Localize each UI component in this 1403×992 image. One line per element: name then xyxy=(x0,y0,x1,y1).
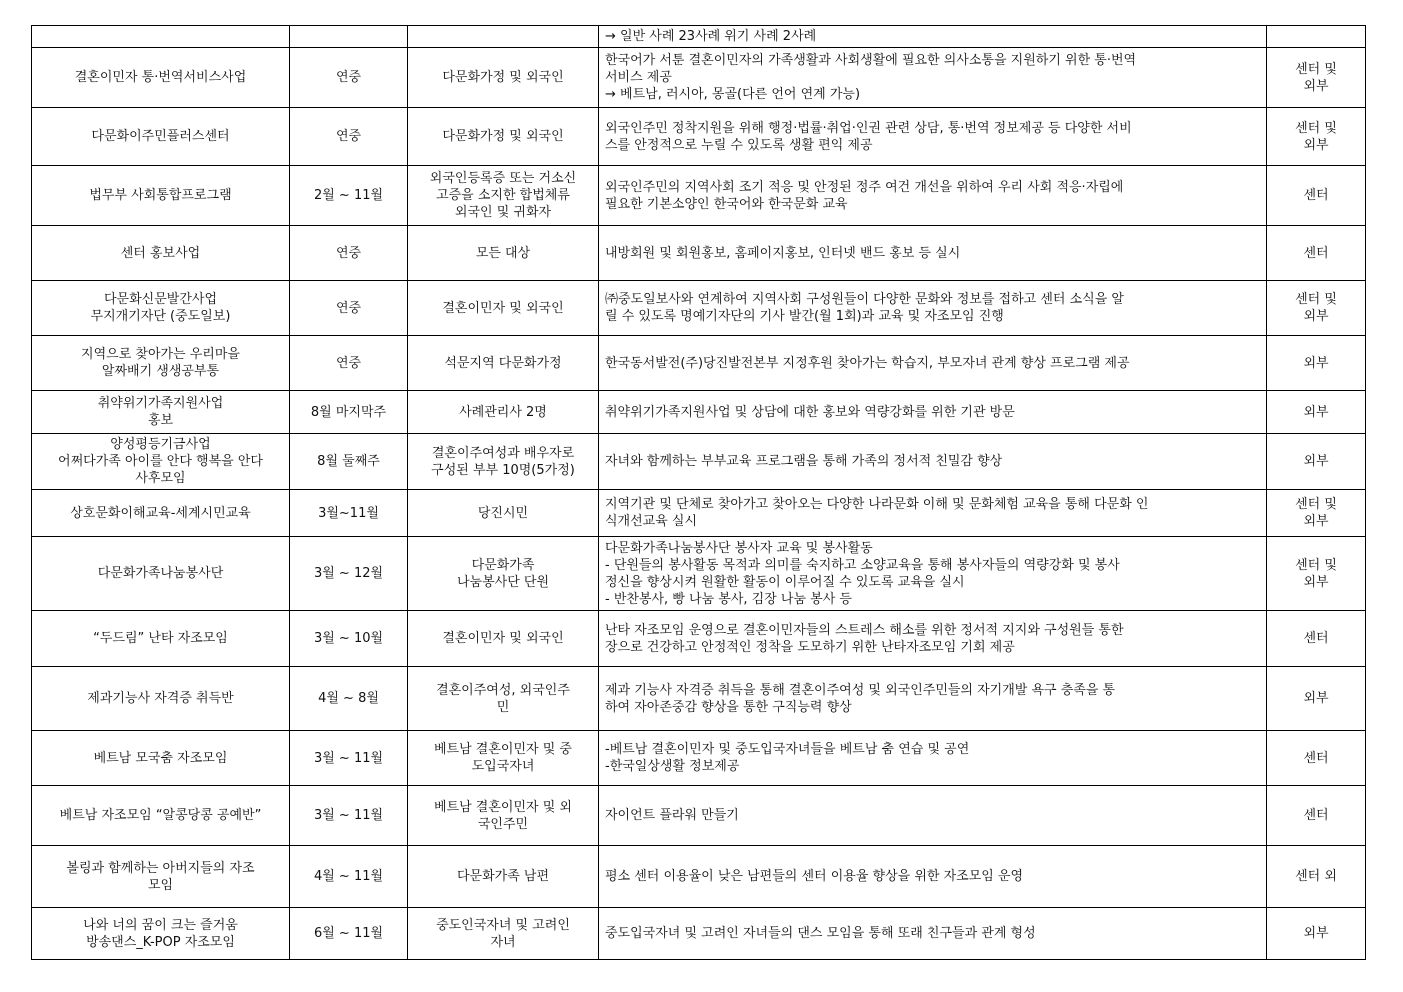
target-line: 결혼이주여성과 배우자로 xyxy=(431,445,575,461)
program-name-line: 다문화이주민플러스센터 xyxy=(91,129,230,144)
program-name-line: 베트남 모국춤 자조모임 xyxy=(93,750,228,766)
place-cell xyxy=(1267,166,1366,226)
target-cell xyxy=(408,846,599,908)
content-line: 자녀와 함께하는 부부교육 프로그램을 통해 가족의 정서적 친밀감 향상 xyxy=(605,454,1003,469)
content-line: 한국어가 서툰 결혼이민자의 가족생활과 사회생활에 필요한 의사소통을 지원하기 위한 통·번역 xyxy=(605,53,1137,68)
program-name-line: 어쩌다가족 아이를 안다 행복을 안다 xyxy=(58,454,263,469)
table-row xyxy=(32,537,1366,611)
content-line: 서비스 제공 xyxy=(605,70,672,85)
place-line: 외부 xyxy=(1303,404,1329,420)
period-line: 2월 ~ 11월 xyxy=(313,188,384,203)
program-name-line: 결혼이민자 통·번역서비스사업 xyxy=(74,70,247,85)
place-cell xyxy=(1267,786,1366,846)
period-cell xyxy=(290,391,408,434)
target-line: 사례관리사 2명 xyxy=(459,404,547,420)
place-line: 외부 xyxy=(1303,574,1329,590)
program-name-cell xyxy=(32,611,290,667)
table-row xyxy=(32,908,1366,960)
place-cell xyxy=(1267,490,1366,537)
period-line: 3월 ~ 11월 xyxy=(313,808,384,823)
program-name-cell xyxy=(32,667,290,731)
program-name-line: 상호문화이해교육-세계시민교육 xyxy=(70,505,251,521)
content-cell xyxy=(599,281,1267,336)
program-name-cell xyxy=(32,108,290,166)
program-name-line: 양성평등기금사업 xyxy=(110,437,211,452)
program-name-cell xyxy=(32,731,290,786)
period-line: 3월~11월 xyxy=(318,505,379,521)
period-line: 연중 xyxy=(335,129,362,144)
period-cell xyxy=(290,166,408,226)
place-line: 외부 xyxy=(1303,691,1329,706)
period-cell xyxy=(290,786,408,846)
period-line: 연중 xyxy=(335,245,362,261)
period-line: 3월 ~ 12월 xyxy=(313,566,384,581)
place-cell xyxy=(1267,336,1366,391)
program-name-line: 알짜배기 생생공부통 xyxy=(101,364,220,379)
content-line: 정신을 향상시켜 원활한 활동이 이루어질 수 있도록 교육을 실시 xyxy=(605,574,965,590)
program-name-cell xyxy=(32,537,290,611)
content-cell xyxy=(599,490,1267,537)
period-line: 8월 마지막주 xyxy=(310,404,387,420)
place-line: 센터 및 xyxy=(1295,557,1337,573)
target-cell xyxy=(408,166,599,226)
target-cell xyxy=(408,611,599,667)
period-line: 3월 ~ 10월 xyxy=(313,631,384,646)
period-line: 연중 xyxy=(335,300,362,316)
program-name-line: 센터 홍보사업 xyxy=(120,245,201,261)
target-cell xyxy=(408,786,599,846)
period-cell xyxy=(290,537,408,611)
target-line: 나눔봉사단 단원 xyxy=(456,574,550,590)
place-cell xyxy=(1267,667,1366,731)
program-name-line: 볼링과 함께하는 아버지들의 자조 xyxy=(66,860,255,876)
place-line: 외부 xyxy=(1303,137,1329,153)
place-line: 센터 및 xyxy=(1295,292,1337,307)
content-line: 평소 센터 이용율이 낮은 남편들의 센터 이용율 향상을 위한 자조모임 운영 xyxy=(605,869,1024,884)
period-cell xyxy=(290,434,408,490)
period-cell xyxy=(290,26,408,48)
target-cell xyxy=(408,226,599,281)
place-cell xyxy=(1267,731,1366,786)
target-cell xyxy=(408,537,599,611)
content-line: 릴 수 있도록 명예기자단의 기사 발간(월 1회)과 교육 및 자조모임 진행 xyxy=(605,309,1004,324)
place-cell xyxy=(1267,846,1366,908)
target-line: 외국인등록증 또는 거소신 xyxy=(429,171,577,186)
target-line: 다문화가족 xyxy=(471,557,535,573)
period-cell xyxy=(290,281,408,336)
content-cell xyxy=(599,391,1267,434)
period-line: 6월 ~ 11월 xyxy=(313,926,384,941)
content-line: - 반찬봉사, 빵 나눔 봉사, 김장 나눔 봉사 등 xyxy=(605,591,852,607)
content-cell xyxy=(599,611,1267,667)
content-line: ㈜중도일보사와 연계하여 지역사회 구성원들이 다양한 문화와 정보를 접하고 센터 소식을 알 xyxy=(605,292,1124,307)
program-table xyxy=(31,25,1366,960)
program-name-cell xyxy=(32,786,290,846)
content-cell xyxy=(599,846,1267,908)
period-cell xyxy=(290,846,408,908)
target-cell xyxy=(408,434,599,490)
target-line: 외국인 및 귀화자 xyxy=(454,205,552,220)
program-name-line: 베트남 자조모임 “알콩당콩 공예반” xyxy=(59,808,262,823)
program-name-line: 다문화가족나눔봉사단 xyxy=(97,566,224,581)
program-name-cell xyxy=(32,226,290,281)
table-row xyxy=(32,731,1366,786)
program-table-body xyxy=(32,26,1366,960)
target-line: 결혼이주여성, 외국인주 xyxy=(436,682,570,698)
place-cell xyxy=(1267,537,1366,611)
content-line: 외국인주민의 지역사회 조기 적응 및 안정된 정주 여건 개선을 위하여 우리 사회 적응·자립에 xyxy=(605,179,1124,195)
target-cell xyxy=(408,667,599,731)
table-row xyxy=(32,108,1366,166)
content-cell xyxy=(599,26,1267,48)
target-line: 도입국자녀 xyxy=(471,759,535,774)
place-line: 센터 xyxy=(1303,808,1329,823)
place-cell xyxy=(1267,611,1366,667)
content-cell xyxy=(599,108,1267,166)
target-line: 고증을 소지한 합법체류 xyxy=(436,188,570,203)
place-line: 외부 xyxy=(1303,454,1329,469)
place-line: 센터 및 xyxy=(1295,120,1337,136)
program-name-cell xyxy=(32,166,290,226)
target-line: 당진시민 xyxy=(477,505,529,521)
table-row xyxy=(32,667,1366,731)
content-line: - 단원들의 봉사활동 목적과 의미를 숙지하고 소양교육을 통해 봉사자들의 역량강화 및 봉사 xyxy=(605,557,1120,573)
program-name-line: 다문화신문발간사업 xyxy=(103,292,218,307)
target-cell xyxy=(408,108,599,166)
period-cell xyxy=(290,731,408,786)
program-name-cell xyxy=(32,281,290,336)
place-line: 센터 및 xyxy=(1295,497,1337,512)
program-name-cell xyxy=(32,908,290,960)
table-row xyxy=(32,281,1366,336)
table-row xyxy=(32,48,1366,108)
program-name-line: “두드림” 난타 자조모임 xyxy=(93,631,228,646)
place-cell xyxy=(1267,391,1366,434)
place-line: 센터 xyxy=(1303,245,1329,261)
place-cell xyxy=(1267,108,1366,166)
content-line: 다문화가족나눔봉사단 봉사자 교육 및 봉사활동 xyxy=(605,540,873,556)
content-line: → 베트남, 러시아, 몽골(다른 언어 연계 가능) xyxy=(605,87,861,102)
target-cell xyxy=(408,490,599,537)
period-line: 8월 둘째주 xyxy=(317,454,380,469)
content-cell xyxy=(599,537,1267,611)
target-line: 민 xyxy=(496,699,510,715)
place-line: 센터 xyxy=(1303,631,1329,646)
target-line: 다문화가정 및 외국인 xyxy=(442,70,564,85)
table-row xyxy=(32,166,1366,226)
table-row xyxy=(32,434,1366,490)
table-row xyxy=(32,611,1366,667)
place-line: 센터 xyxy=(1303,750,1329,766)
target-line: 구성된 부부 10명(5가정) xyxy=(431,462,575,478)
content-line: 장으로 건강하고 안정적인 정착을 도모하기 위한 난타자조모임 기회 제공 xyxy=(605,639,1015,655)
table-row xyxy=(32,490,1366,537)
content-line: 외국인주민 정착지원을 위해 행정·법률·취업·인권 관련 상담, 통·번역 정보제공 등 다양한 서비 xyxy=(605,120,1132,136)
content-line: 난타 자조모임 운영으로 결혼이민자들의 스트레스 해소를 위한 정서적 지지와 구성원들 통한 xyxy=(605,622,1124,638)
place-cell xyxy=(1267,48,1366,108)
program-name-line: 홍보 xyxy=(147,413,174,428)
content-line: 중도입국자녀 및 고려인 자녀들의 댄스 모임을 통해 또래 친구들과 관계 형성 xyxy=(605,926,1036,941)
content-cell xyxy=(599,434,1267,490)
program-name-cell xyxy=(32,391,290,434)
program-name-cell xyxy=(32,336,290,391)
target-line: 다문화가족 남편 xyxy=(456,869,550,884)
target-line: 베트남 결혼이민자 및 중 xyxy=(434,742,572,757)
content-cell xyxy=(599,731,1267,786)
content-line: 식개선교육 실시 xyxy=(605,514,698,529)
target-line: 결혼이민자 및 외국인 xyxy=(442,300,564,316)
content-line: 내방회원 및 회원홍보, 홈페이지홍보, 인터넷 밴드 홍보 등 실시 xyxy=(605,245,961,261)
period-cell xyxy=(290,611,408,667)
period-cell xyxy=(290,336,408,391)
target-cell xyxy=(408,391,599,434)
content-line: 하여 자아존중감 향상을 통한 구직능력 향상 xyxy=(605,699,852,715)
program-name-cell xyxy=(32,490,290,537)
program-name-cell xyxy=(32,846,290,908)
content-cell xyxy=(599,226,1267,281)
program-name-line: 지역으로 찾아가는 우리마을 xyxy=(81,347,240,362)
target-cell xyxy=(408,336,599,391)
content-cell xyxy=(599,786,1267,846)
program-name-line: 제과기능사 자격증 취득반 xyxy=(87,691,234,706)
content-line: 한국동서발전(주)당진발전본부 지정후원 찾아가는 학습지, 부모자녀 관계 향상 프로그램 제공 xyxy=(605,355,1130,371)
content-line: -베트남 결혼이민자 및 중도입국자녀들을 베트남 춤 연습 및 공연 xyxy=(605,742,970,757)
target-line: 자녀 xyxy=(490,934,516,950)
program-name-line: 모임 xyxy=(147,877,174,893)
period-cell xyxy=(290,48,408,108)
target-cell xyxy=(408,281,599,336)
content-cell xyxy=(599,908,1267,960)
period-line: 연중 xyxy=(335,70,362,85)
content-cell xyxy=(599,667,1267,731)
table-row xyxy=(32,26,1366,48)
content-line: 필요한 기본소양인 한국어와 한국문화 교육 xyxy=(605,196,848,212)
period-line: 4월 ~ 11월 xyxy=(313,869,384,884)
program-name-line: 법무부 사회통합프로그램 xyxy=(89,188,232,203)
content-line: 지역기관 및 단체로 찾아가고 찾아오는 다양한 나라문화 이해 및 문화체험 교육을 통해 다문화 인 xyxy=(605,497,1149,512)
place-cell xyxy=(1267,226,1366,281)
content-line: 제과 기능사 자격증 취득을 통해 결혼이주여성 및 외국인주민들의 자기개발 욕구 충족을 통 xyxy=(605,682,1116,698)
program-name-line: 방송댄스_K-POP 자조모임 xyxy=(86,934,235,950)
target-cell xyxy=(408,26,599,48)
target-cell xyxy=(408,48,599,108)
place-line: 센터 xyxy=(1303,188,1329,203)
program-name-line: 사후모임 xyxy=(135,471,186,486)
place-line: 외부 xyxy=(1303,926,1329,941)
period-cell xyxy=(290,490,408,537)
table-row xyxy=(32,786,1366,846)
target-cell xyxy=(408,731,599,786)
table-row xyxy=(32,336,1366,391)
target-line: 모든 대상 xyxy=(475,245,531,261)
period-cell xyxy=(290,908,408,960)
target-line: 베트남 결혼이민자 및 외 xyxy=(434,799,572,815)
target-line: 결혼이민자 및 외국인 xyxy=(442,631,564,646)
program-name-line: 취약위기가족지원사업 xyxy=(97,396,224,411)
program-name-cell xyxy=(32,26,290,48)
program-name-cell xyxy=(32,434,290,490)
table-row xyxy=(32,391,1366,434)
content-cell xyxy=(599,48,1267,108)
content-line: 스를 안정적으로 누릴 수 있도록 생활 편익 제공 xyxy=(605,137,873,153)
program-name-line: 나와 너의 꿈이 크는 즐거움 xyxy=(83,917,238,933)
target-line: 중도인국자녀 및 고려인 xyxy=(436,917,570,933)
period-line: 3월 ~ 11월 xyxy=(313,750,384,766)
place-line: 외부 xyxy=(1303,355,1329,371)
place-line: 외부 xyxy=(1303,514,1329,529)
content-line: 취약위기가족지원사업 및 상담에 대한 홍보와 역량강화를 위한 기관 방문 xyxy=(605,404,1015,420)
target-line: 다문화가정 및 외국인 xyxy=(442,129,564,144)
period-line: 연중 xyxy=(335,355,362,371)
table-row xyxy=(32,846,1366,908)
period-cell xyxy=(290,226,408,281)
program-name-cell xyxy=(32,48,290,108)
period-line: 4월 ~ 8월 xyxy=(318,691,379,706)
target-line: 국인주민 xyxy=(477,816,529,832)
content-cell xyxy=(599,166,1267,226)
period-cell xyxy=(290,667,408,731)
program-name-line: 무지개기자단 (중도일보) xyxy=(90,309,231,324)
period-cell xyxy=(290,108,408,166)
target-cell xyxy=(408,908,599,960)
content-cell xyxy=(599,336,1267,391)
content-line: -한국일상생활 정보제공 xyxy=(605,759,740,774)
table-row xyxy=(32,226,1366,281)
content-line: → 일반 사례 23사례 위기 사례 2사례 xyxy=(605,29,817,44)
place-cell xyxy=(1267,281,1366,336)
place-line: 외부 xyxy=(1303,78,1329,94)
place-line: 외부 xyxy=(1303,309,1329,324)
place-cell xyxy=(1267,908,1366,960)
place-line: 센터 및 xyxy=(1295,61,1337,77)
place-cell xyxy=(1267,26,1366,48)
target-line: 석문지역 다문화가정 xyxy=(444,355,562,371)
content-line: 자이언트 플라워 만들기 xyxy=(605,808,739,823)
place-line: 센터 외 xyxy=(1295,869,1337,884)
place-cell xyxy=(1267,434,1366,490)
